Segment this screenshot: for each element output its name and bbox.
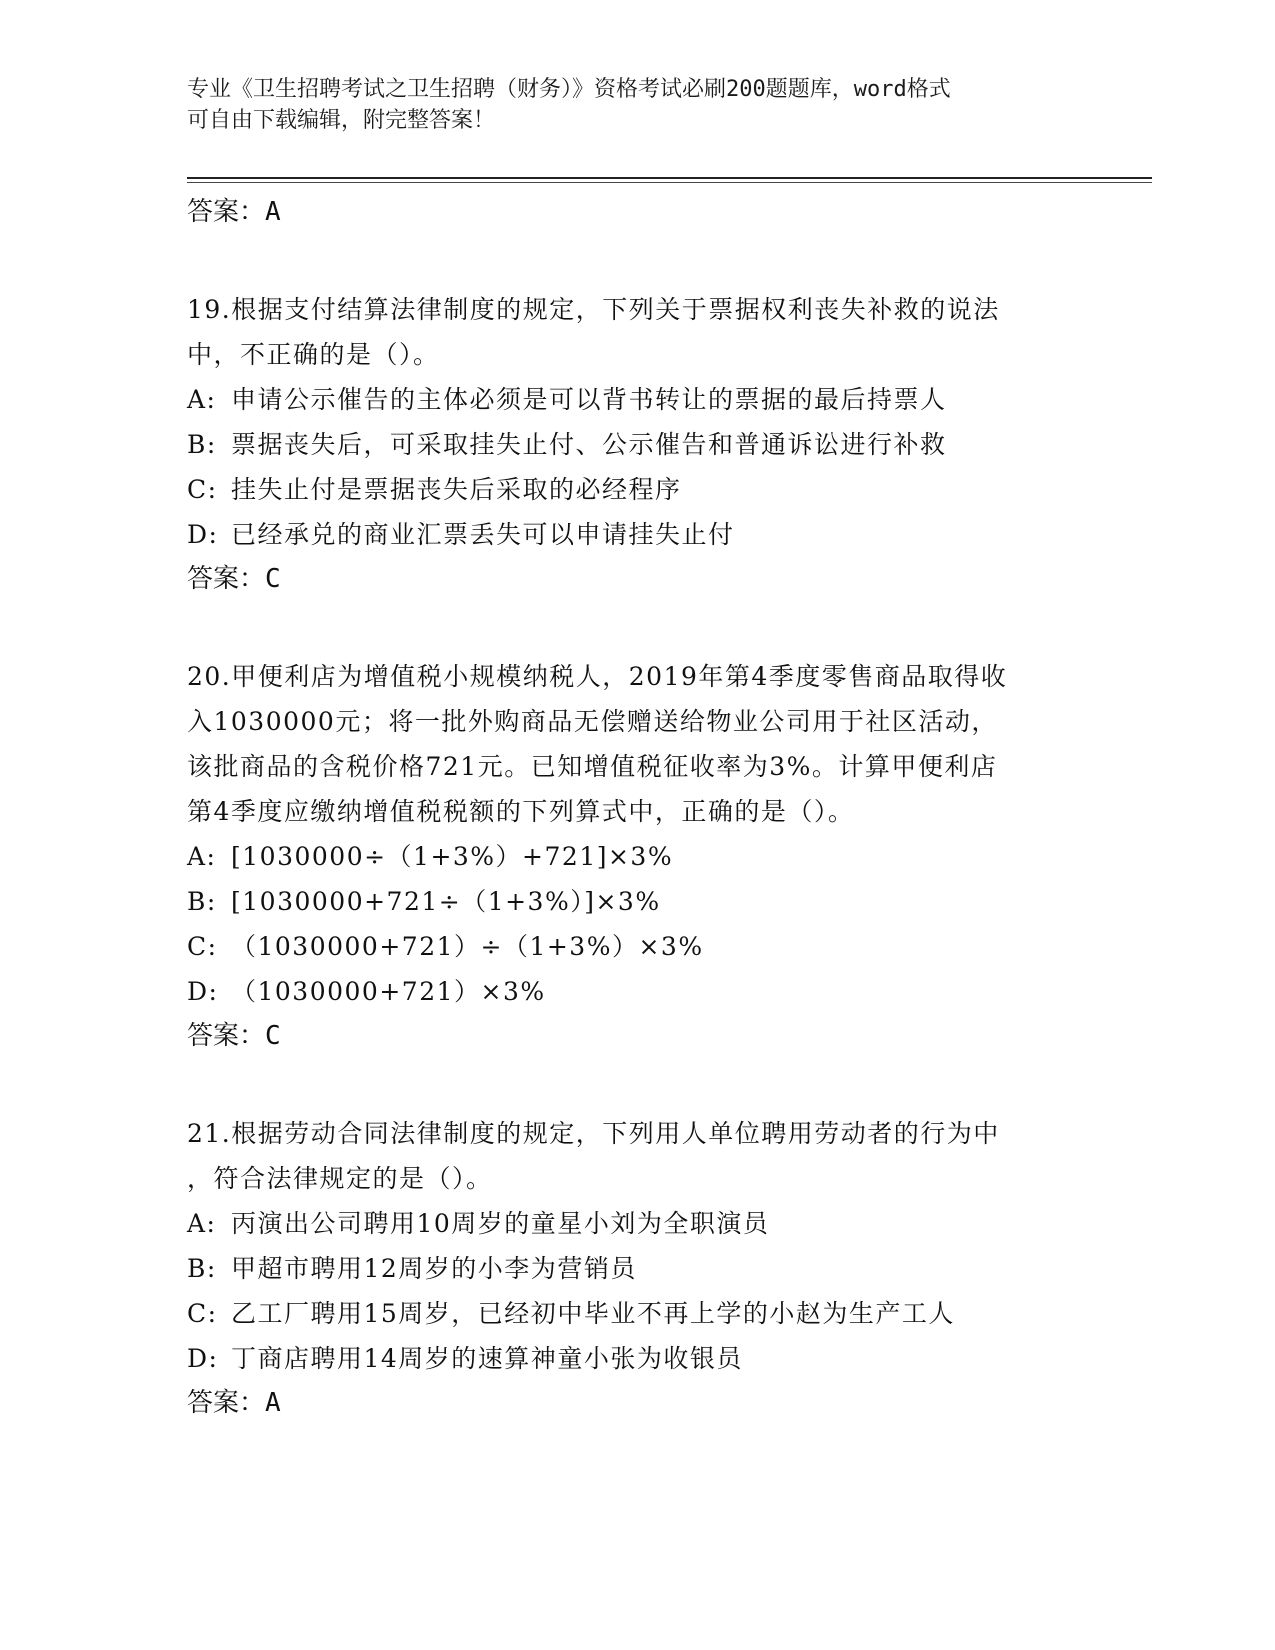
option-a: [187, 1201, 1107, 1246]
option-label: B:: [187, 430, 217, 459]
question-text-line: ，符合法律规定的是（）。: [187, 1164, 493, 1193]
option-text: （1030000+721）÷（1+3%）×3%: [231, 932, 704, 961]
answer-line: 答案：A: [187, 197, 281, 227]
header-divider-thick: [187, 177, 1152, 179]
option-text: [1030000÷（1+3%）+721]×3%: [231, 842, 674, 871]
option-text: 已经承兑的商业汇票丢失可以申请挂失止付: [231, 520, 735, 549]
question-text-line: 19.根据支付结算法律制度的规定，下列关于票据权利丧失补救的说法: [187, 295, 1000, 324]
option-label: C:: [187, 1299, 218, 1328]
option-c: [187, 924, 1107, 969]
option-label: A:: [187, 842, 217, 871]
option-text: 丙演出公司聘用10周岁的童星小刘为全职演员: [231, 1209, 770, 1238]
page-header: [187, 74, 1087, 136]
answer-line: 答案：C: [187, 564, 281, 594]
header-line-2: 可自由下载编辑，附完整答案！: [187, 108, 496, 133]
option-label: C:: [187, 475, 218, 504]
option-label: B:: [187, 1254, 217, 1283]
option-text: 乙工厂聘用15周岁，已经初中毕业不再上学的小赵为生产工人: [231, 1299, 955, 1328]
question-text-line: 21.根据劳动合同法律制度的规定，下列用人单位聘用劳动者的行为中: [187, 1119, 1000, 1148]
option-label: A:: [187, 1209, 217, 1238]
option-label: A:: [187, 385, 217, 414]
answer-line: 答案：A: [187, 1388, 281, 1418]
question-text-line: 该批商品的含税价格721元。已知增值税征收率为3%。计算甲便利店: [187, 752, 998, 781]
option-text: 申请公示催告的主体必须是可以背书转让的票据的最后持票人: [231, 385, 947, 414]
option-label: D:: [187, 1344, 219, 1373]
option-d: [187, 1336, 1107, 1381]
question-text-line: 中，不正确的是（）。: [187, 340, 440, 369]
option-b: [187, 422, 1107, 467]
option-label: B:: [187, 887, 217, 916]
question-text-line: 第4季度应缴纳增值税税额的下列算式中，正确的是（）。: [187, 797, 855, 826]
question-19: [187, 287, 1107, 602]
header-line-1: 专业《卫生招聘考试之卫生招聘（财务）》资格考试必刷200题题库，word格式: [187, 77, 951, 102]
option-c: [187, 467, 1107, 512]
option-label: D:: [187, 520, 219, 549]
question-20: [187, 654, 1107, 1059]
question-text-line: 入1030000元；将一批外购商品无偿赠送给物业公司用于社区活动，: [187, 707, 998, 736]
question-content: [187, 190, 1107, 1426]
question-text-line: 20.甲便利店为增值税小规模纳税人，2019年第4季度零售商品取得收: [187, 662, 1008, 691]
option-text: 票据丧失后，可采取挂失止付、公示催告和普通诉讼进行补救: [231, 430, 947, 459]
option-label: C:: [187, 932, 218, 961]
header-divider-thin: [187, 182, 1152, 183]
answer-line: 答案：C: [187, 1021, 281, 1051]
option-b: [187, 879, 1107, 924]
option-d: [187, 512, 1107, 557]
option-d: [187, 969, 1107, 1014]
option-b: [187, 1246, 1107, 1291]
option-a: [187, 834, 1107, 879]
option-text: （1030000+721）×3%: [231, 977, 546, 1006]
option-label: D:: [187, 977, 219, 1006]
option-text: [1030000+721÷（1+3%）]×3%: [231, 887, 661, 916]
option-a: [187, 377, 1107, 422]
question-21: [187, 1111, 1107, 1426]
option-text: 甲超市聘用12周岁的小李为营销员: [231, 1254, 637, 1283]
option-text: 挂失止付是票据丧失后采取的必经程序: [231, 475, 682, 504]
option-text: 丁商店聘用14周岁的速算神童小张为收银员: [231, 1344, 743, 1373]
option-c: [187, 1291, 1107, 1336]
